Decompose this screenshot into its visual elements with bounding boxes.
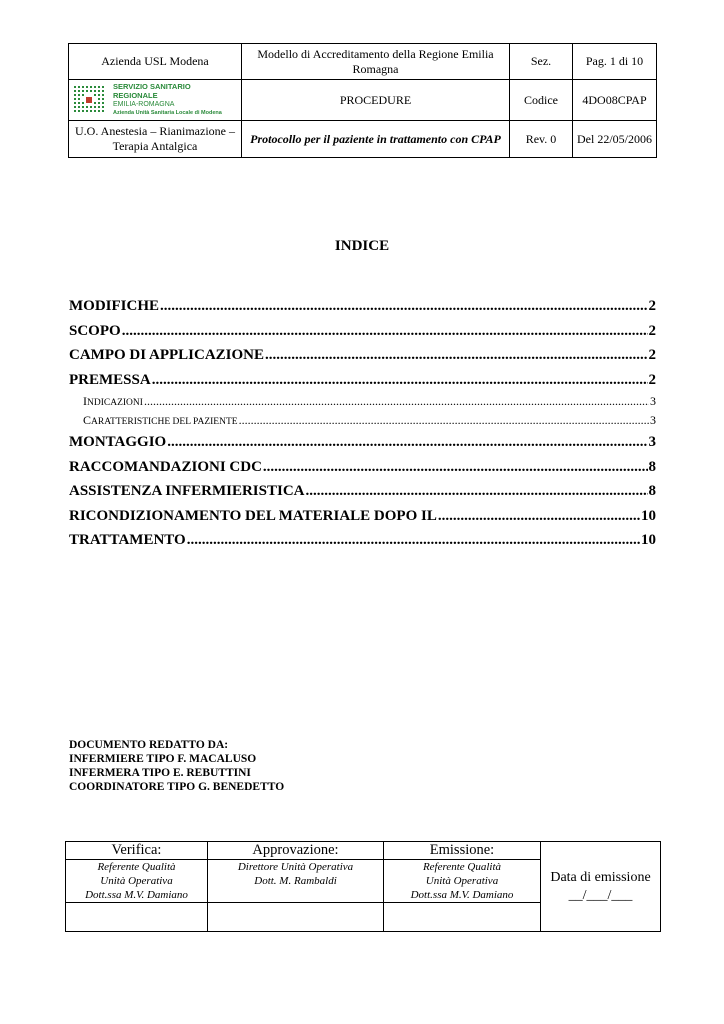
- toc-item-ricondizionamento[interactable]: [69, 504, 656, 529]
- author-line: COORDINATORE TIPO G. BENEDETTO: [69, 781, 285, 793]
- toc-item-page: 2: [648, 322, 656, 339]
- verifica-signer: [66, 860, 208, 903]
- logo-line-3: Azienda Unità Sanitaria Locale di Modena: [113, 110, 222, 116]
- author-line: INFERMIERE TIPO F. MACALUSO: [69, 753, 257, 765]
- toc-item-page: 2: [648, 347, 656, 363]
- author-line: INFERMERA TIPO E. REBUTTINI: [69, 767, 251, 779]
- toc-item-assistenza-infermieristica[interactable]: [69, 479, 656, 504]
- toc-item-rest: NDICAZIONI: [87, 398, 143, 408]
- verifica-signature-box: [66, 903, 208, 932]
- sez-cell: Sez.: [510, 44, 573, 80]
- toc-item-title: RICONDIZIONAMENTO DEL MATERIALE DOPO IL: [69, 507, 437, 524]
- signer-line: Dott.ssa M.V. Damiano: [85, 889, 188, 901]
- toc-item-title: CAMPO DI APPLICAZIONE: [69, 347, 265, 363]
- toc-item-title: TRATTAMENTO: [69, 532, 186, 548]
- codice-label-cell: Codice: [510, 80, 573, 121]
- toc-leader: [187, 528, 640, 552]
- toc-leader: [263, 455, 648, 479]
- authors-block: [69, 738, 284, 794]
- toc-item-title: MODIFICHE: [69, 298, 159, 314]
- toc-item-page: 8: [648, 483, 656, 499]
- toc-item-title: ASSISTENZA INFERMIERISTICA: [69, 483, 305, 499]
- toc-item-page: 3: [650, 394, 656, 408]
- toc-item-page: 10: [641, 532, 656, 548]
- toc-leader: [239, 411, 649, 430]
- toc-item-trattamento[interactable]: [69, 528, 656, 553]
- toc-item-title: MONTAGGIO: [69, 434, 167, 450]
- protocol-title-cell: Protocollo per il paziente in trattamento con CPAP: [242, 121, 510, 158]
- signer-line: Direttore Unità Operativa: [237, 861, 354, 873]
- date-cell: Del 22/05/2006: [573, 121, 657, 158]
- toc-item-initial: C: [83, 413, 92, 427]
- azienda-cell: Azienda USL Modena: [69, 44, 242, 80]
- authors-heading: DOCUMENTO REDATTO DA:: [69, 739, 229, 751]
- toc-item-title: SCOPO: [69, 322, 121, 339]
- toc-item-rest: ARATTERISTICHE DEL PAZIENTE: [91, 417, 238, 427]
- index-title: INDICE: [334, 238, 390, 254]
- toc-item-page: 10: [641, 507, 656, 524]
- toc-item-page: 2: [648, 371, 656, 388]
- procedure-cell: PROCEDURE: [242, 80, 510, 121]
- logo-line-2: EMILIA-ROMAGNA: [113, 101, 175, 108]
- toc-item-campo-di-applicazione[interactable]: [69, 343, 656, 368]
- signer-line: Dott.ssa M.V. Damiano: [410, 889, 514, 901]
- signer-line: Referente Qualità: [97, 861, 176, 873]
- toc-leader: [144, 392, 649, 411]
- toc-item-page: 3: [650, 413, 656, 427]
- toc-leader: [265, 343, 647, 367]
- ssr-grid-icon: [73, 85, 107, 115]
- toc-item-caratteristiche-del-paziente[interactable]: [69, 411, 656, 430]
- toc-item-page: 2: [648, 298, 656, 314]
- logo-text: [113, 82, 237, 118]
- ssr-logo: [73, 82, 237, 118]
- toc-item-initial: I: [83, 394, 87, 408]
- toc-leader: [167, 430, 647, 454]
- toc-item-title: RACCOMANDAZIONI CDC: [69, 458, 262, 475]
- header-table: [68, 43, 657, 158]
- modello-cell: Modello di Accreditamento della Regione Emilia Romagna: [242, 44, 510, 80]
- toc-item-premessa[interactable]: [69, 368, 656, 393]
- approvazione-label: Approvazione:: [208, 842, 384, 860]
- toc-item-scopo[interactable]: [69, 319, 656, 344]
- emissione-signature-box: [384, 903, 541, 932]
- toc-item-title: [83, 411, 238, 432]
- emissione-label: Emissione:: [384, 842, 541, 860]
- emission-date-label: Data di emissione: [550, 869, 651, 885]
- toc-item-title: PREMESSA: [69, 371, 151, 388]
- approvazione-signer: [208, 860, 384, 903]
- toc-item-title: [83, 392, 143, 413]
- table-of-contents: [69, 294, 656, 553]
- toc-item-page: 8: [648, 458, 656, 475]
- signer-line: Unità Operativa: [100, 875, 173, 887]
- codice-value-cell: 4DO08CPAP: [573, 80, 657, 121]
- signer-line: Dott. M. Rambaldi: [254, 875, 337, 887]
- toc-leader: [160, 294, 648, 318]
- toc-item-modifiche[interactable]: [69, 294, 656, 319]
- revision-cell: Rev. 0: [510, 121, 573, 158]
- emission-date-cell: [541, 842, 661, 932]
- toc-item-page: 3: [648, 434, 656, 450]
- toc-item-raccomandazioni-cdc[interactable]: [69, 455, 656, 480]
- signer-line: Referente Qualità: [422, 861, 502, 873]
- logo-cell: [69, 80, 242, 121]
- emission-date-value: __/___/___: [568, 887, 633, 903]
- approvazione-signature-box: [208, 903, 384, 932]
- signer-line: Unità Operativa: [425, 875, 499, 887]
- toc-item-montaggio[interactable]: [69, 430, 656, 455]
- logo-line-1: SERVIZIO SANITARIO REGIONALE: [113, 82, 191, 100]
- page-number-cell: Pag. 1 di 10: [573, 44, 657, 80]
- toc-item-indicazioni[interactable]: [69, 392, 656, 411]
- toc-leader: [306, 479, 648, 503]
- unit-cell: U.O. Anestesia – Rianimazione – Terapia Antalgica: [69, 121, 242, 158]
- verifica-label: Verifica:: [66, 842, 208, 860]
- toc-leader: [122, 319, 648, 343]
- toc-leader: [152, 368, 648, 392]
- toc-leader: [438, 504, 640, 528]
- emissione-signer: [384, 860, 541, 903]
- approval-table: [65, 841, 661, 932]
